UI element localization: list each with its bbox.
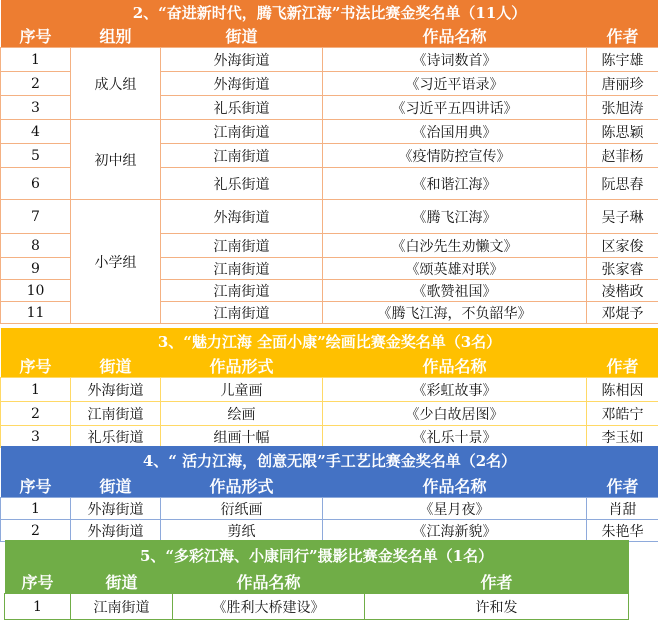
- table-row: 1 外海街道 儿童画 《彩虹故事》 陈相因: [1, 378, 658, 402]
- table-row: 2 江南街道 绘画 《少白故居图》 邓皓宁: [1, 402, 658, 426]
- table-row: 1 成人组 外海街道 《诗词数首》 陈宇雄: [1, 48, 658, 72]
- table-row: 6 礼乐街道 《和谐江海》 阮思舂: [1, 168, 658, 200]
- painting-title: 3、“魅力江海 全面小康”绘画比赛金奖名单（3名）: [1, 328, 658, 354]
- table-row: 1 江南街道 《胜利大桥建设》 许和发: [5, 594, 629, 620]
- table-row: 2 外海街道 《习近平语录》 唐丽珍: [1, 72, 658, 96]
- header-index: 序号: [5, 570, 71, 594]
- header-work-name: 作品名称: [323, 354, 587, 378]
- table-row: 3 礼乐街道 《习近平五四讲话》 张旭涛: [1, 96, 658, 120]
- header-author: 作者: [587, 354, 658, 378]
- header-author: 作者: [365, 570, 629, 594]
- table-row: 9 江南街道 《颂英雄对联》 张家睿: [1, 258, 658, 280]
- group-cell: 小学组: [71, 200, 161, 324]
- table-row: 4 初中组 江南街道 《治国用典》 陈思颖: [1, 120, 658, 144]
- table-row: 5 江南街道 《疫情防控宣传》 赵菲杨: [1, 144, 658, 168]
- header-work-form: 作品形式: [161, 354, 323, 378]
- table-row: 1 外海街道 衍纸画 《星月夜》 肖甜: [1, 498, 658, 520]
- table-row: 10 江南街道 《歌赞祖国》 凌楷政: [1, 280, 658, 302]
- header-street: 街道: [71, 354, 161, 378]
- header-author: 作者: [587, 24, 658, 48]
- header-index: 序号: [1, 474, 71, 498]
- calligraphy-title: 2、“奋进新时代，腾飞新江海”书法比赛金奖名单（11人）: [1, 0, 658, 24]
- header-street: 街道: [71, 474, 161, 498]
- header-street: 街道: [71, 570, 173, 594]
- header-group: 组别: [71, 24, 161, 48]
- painting-award-table: [0, 328, 658, 448]
- photography-award-table: [4, 540, 629, 620]
- group-cell: 成人组: [71, 48, 161, 120]
- header-work-name: 作品名称: [323, 24, 587, 48]
- header-work-form: 作品形式: [161, 474, 323, 498]
- header-work-name: 作品名称: [173, 570, 365, 594]
- table-row: 8 江南街道 《白沙先生劝懒文》 区家俊: [1, 234, 658, 258]
- header-author: 作者: [587, 474, 658, 498]
- header-index: 序号: [1, 354, 71, 378]
- table-row: 11 江南街道 《腾飞江海，不负韶华》 邓焜予: [1, 302, 658, 324]
- table-row: 2 外海街道 剪纸 《江海新貌》 朱艳华: [1, 520, 658, 542]
- handicraft-title: 4、“ 活力江海，创意无限”手工艺比赛金奖名单（2名）: [1, 446, 658, 474]
- table-row: 3 礼乐街道 组画十幅 《礼乐十景》 李玉如: [1, 426, 658, 448]
- handicraft-award-table: [0, 446, 658, 542]
- table-row: 7 小学组 外海街道 《腾飞江海》 吴子琳: [1, 200, 658, 234]
- header-street: 街道: [161, 24, 323, 48]
- photography-title: 5、“多彩江海、小康同行”摄影比赛金奖名单（1名）: [5, 540, 629, 570]
- header-work-name: 作品名称: [323, 474, 587, 498]
- header-index: 序号: [1, 24, 71, 48]
- group-cell: 初中组: [71, 120, 161, 200]
